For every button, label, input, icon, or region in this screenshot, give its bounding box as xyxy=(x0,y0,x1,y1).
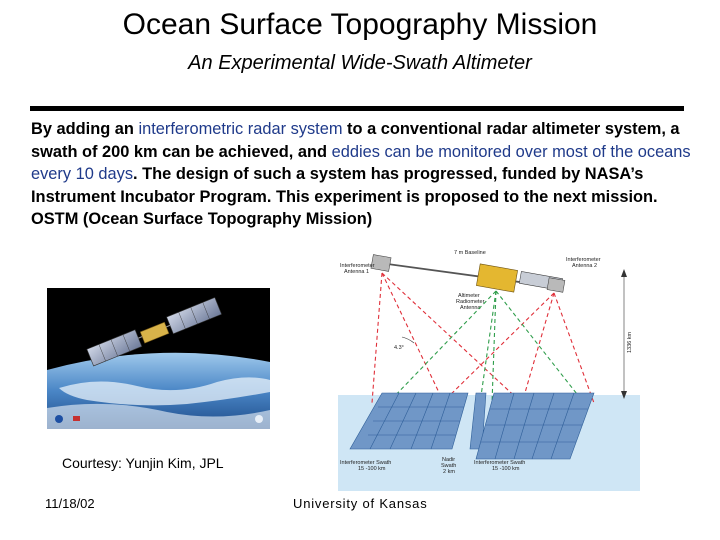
altimeter-label-line1: Altimeter xyxy=(458,293,480,299)
title-divider xyxy=(30,106,684,111)
body-text-segment: . The design of such a system has progressed, funded by NASA’s Instrument Incubator Program. This experiment is proposed to the next mission. OSTM (Ocean Surface Topography Mission) xyxy=(31,165,658,229)
body-text-segment: to a conventional radar altimeter system, a swath of 200 km can be achieved, and xyxy=(31,120,680,161)
altimeter-label-line2: Radiometer xyxy=(456,299,485,305)
angle-label: 4.3° xyxy=(394,345,404,351)
swath-left-line1: Interferometer Swath xyxy=(340,460,392,466)
slide-title: Ocean Surface Topography Mission xyxy=(122,8,598,41)
antenna2-label xyxy=(566,257,602,269)
body-highlight-interferometric: interferometric radar system xyxy=(138,120,343,138)
antenna1-label-line2: Antenna 1 xyxy=(344,269,370,275)
body-text-segment: By adding an xyxy=(31,120,139,138)
nadir-line2: Swath xyxy=(441,463,457,469)
footer-university: University of Kansas xyxy=(293,496,428,511)
slide-date: 11/18/02 xyxy=(45,496,95,511)
body-highlight-eddies: eddies can be monitored over most of the oceans every 10 days xyxy=(31,142,691,184)
agency-logo-icon xyxy=(73,416,80,421)
slide-subtitle: An Experimental Wide-Swath Altimeter xyxy=(188,52,532,74)
swath-left-line2: 15 -100 km xyxy=(358,466,386,472)
photo-credit: Courtesy: Yunjin Kim, JPL xyxy=(62,455,224,471)
antenna1-label-line1: Interferometer xyxy=(340,263,375,269)
satellite-photo xyxy=(47,288,270,429)
swath-right-line2: 15 -100 km xyxy=(492,466,520,472)
nadir-line3: 2 km xyxy=(443,469,455,475)
antenna2-label-line1: Interferometer xyxy=(566,257,601,263)
altimeter-label-line3: Antenna xyxy=(460,305,481,311)
swath-geometry-diagram xyxy=(332,245,640,491)
swath-right-line1: Interferometer Swath xyxy=(474,460,526,466)
antenna-2 xyxy=(547,278,565,293)
body-paragraph xyxy=(31,118,696,231)
baseline-label: 7 m Baseline xyxy=(454,250,486,256)
nasa-logo-icon xyxy=(55,415,63,423)
altitude-label: 1336 km xyxy=(627,331,633,353)
nadir-line1: Nadir xyxy=(442,457,456,463)
cnes-logo-icon xyxy=(255,415,263,423)
antenna2-label-line2: Antenna 2 xyxy=(572,263,598,269)
